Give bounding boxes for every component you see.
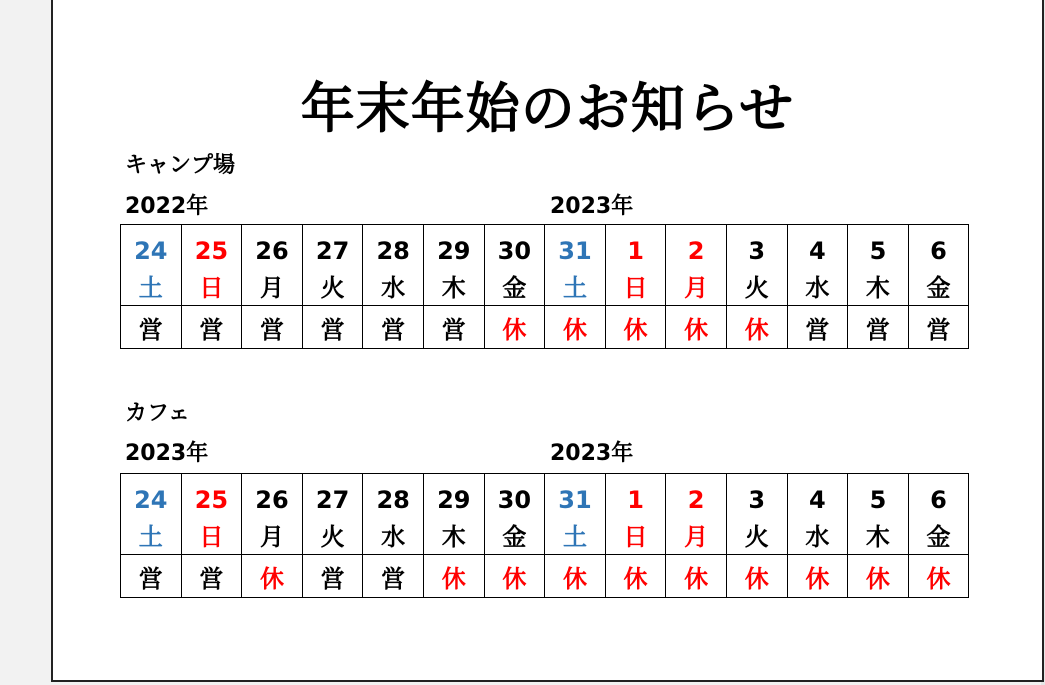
weekday-cell: 木: [423, 514, 484, 555]
weekday-cell: 月: [242, 265, 303, 306]
year-left-camp: 2022年: [125, 194, 209, 219]
weekday-cell: 月: [666, 265, 727, 306]
section-label-cafe: カフェ: [125, 401, 190, 426]
date-cell: 5: [848, 474, 909, 515]
status-cell: 休: [605, 555, 666, 598]
status-cell: 営: [363, 306, 424, 349]
document-page: [51, 0, 1044, 682]
status-cell: 営: [787, 306, 848, 349]
date-cell: 6: [908, 225, 969, 266]
weekday-cell: 土: [545, 514, 606, 555]
date-cell: 24: [121, 225, 182, 266]
year-right-cafe: 2023年: [550, 441, 634, 466]
weekday-cell: 水: [363, 514, 424, 555]
weekday-cell: 金: [908, 514, 969, 555]
weekday-row: [121, 265, 969, 306]
status-cell: 営: [181, 555, 242, 598]
weekday-cell: 木: [848, 514, 909, 555]
date-cell: 30: [484, 225, 545, 266]
status-cell: 休: [666, 555, 727, 598]
year-left-cafe: 2023年: [125, 441, 209, 466]
date-cell: 25: [181, 474, 242, 515]
weekday-cell: 水: [787, 514, 848, 555]
date-cell: 26: [242, 225, 303, 266]
weekday-cell: 金: [484, 265, 545, 306]
status-cell: 営: [121, 555, 182, 598]
calendar-table-cafe: [120, 473, 969, 598]
status-cell: 営: [423, 306, 484, 349]
date-cell: 4: [787, 225, 848, 266]
weekday-cell: 金: [484, 514, 545, 555]
status-cell: 休: [726, 555, 787, 598]
weekday-cell: 日: [181, 514, 242, 555]
date-cell: 30: [484, 474, 545, 515]
date-cell: 31: [545, 225, 606, 266]
weekday-cell: 土: [121, 265, 182, 306]
weekday-cell: 火: [302, 265, 363, 306]
status-cell: 休: [605, 306, 666, 349]
date-cell: 5: [848, 225, 909, 266]
weekday-cell: 木: [848, 265, 909, 306]
weekday-cell: 日: [181, 265, 242, 306]
weekday-cell: 日: [605, 514, 666, 555]
date-cell: 4: [787, 474, 848, 515]
weekday-cell: 月: [242, 514, 303, 555]
status-cell: 休: [726, 306, 787, 349]
section-label-camp: キャンプ場: [125, 153, 236, 178]
status-cell: 営: [181, 306, 242, 349]
date-cell: 28: [363, 474, 424, 515]
status-cell: 休: [423, 555, 484, 598]
status-cell: 休: [242, 555, 303, 598]
status-cell: 休: [908, 555, 969, 598]
date-cell: 1: [605, 225, 666, 266]
weekday-cell: 火: [302, 514, 363, 555]
date-cell: 27: [302, 225, 363, 266]
status-cell: 営: [242, 306, 303, 349]
weekday-cell: 月: [666, 514, 727, 555]
weekday-cell: 土: [121, 514, 182, 555]
status-cell: 休: [848, 555, 909, 598]
weekday-cell: 水: [363, 265, 424, 306]
status-cell: 休: [545, 555, 606, 598]
status-cell: 営: [363, 555, 424, 598]
weekday-cell: 水: [787, 265, 848, 306]
status-cell: 休: [484, 555, 545, 598]
date-cell: 1: [605, 474, 666, 515]
status-cell: 休: [545, 306, 606, 349]
date-cell: 2: [666, 474, 727, 515]
date-cell: 3: [726, 225, 787, 266]
weekday-cell: 火: [726, 514, 787, 555]
date-cell: 28: [363, 225, 424, 266]
weekday-cell: 火: [726, 265, 787, 306]
calendar-table-camp: [120, 224, 969, 349]
date-cell: 26: [242, 474, 303, 515]
status-row: [121, 555, 969, 598]
weekday-cell: 木: [423, 265, 484, 306]
date-row: [121, 225, 969, 266]
status-cell: 休: [787, 555, 848, 598]
weekday-row: [121, 514, 969, 555]
status-cell: 営: [302, 555, 363, 598]
status-cell: 営: [908, 306, 969, 349]
status-cell: 営: [848, 306, 909, 349]
date-row: [121, 474, 969, 515]
status-cell: 営: [121, 306, 182, 349]
date-cell: 27: [302, 474, 363, 515]
status-cell: 休: [666, 306, 727, 349]
weekday-cell: 土: [545, 265, 606, 306]
date-cell: 2: [666, 225, 727, 266]
year-right-camp: 2023年: [550, 194, 634, 219]
date-cell: 3: [726, 474, 787, 515]
status-row: [121, 306, 969, 349]
date-cell: 29: [423, 225, 484, 266]
page-title: 年末年始のお知らせ: [300, 77, 795, 140]
date-cell: 25: [181, 225, 242, 266]
date-cell: 29: [423, 474, 484, 515]
weekday-cell: 金: [908, 265, 969, 306]
date-cell: 24: [121, 474, 182, 515]
status-cell: 営: [302, 306, 363, 349]
weekday-cell: 日: [605, 265, 666, 306]
status-cell: 休: [484, 306, 545, 349]
date-cell: 31: [545, 474, 606, 515]
date-cell: 6: [908, 474, 969, 515]
